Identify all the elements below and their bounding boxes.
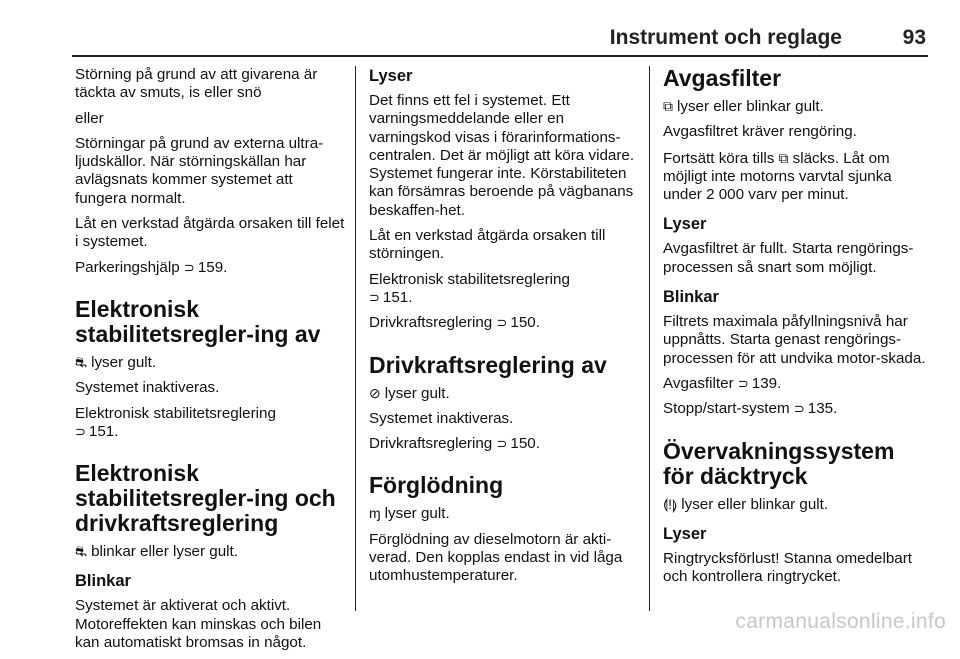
indicator-line xyxy=(369,504,637,523)
paragraph: Systemet inaktiveras. xyxy=(369,409,514,427)
reference-label: Elektronisk stabilitetsreglering xyxy=(75,404,276,422)
page-header-title: Instrument och reglage xyxy=(609,26,842,49)
column-1 xyxy=(75,66,345,659)
cross-reference[interactable] xyxy=(663,375,931,393)
indicator-text: blinkar eller lyser gult. xyxy=(91,543,238,561)
section-heading: Avgasfilter xyxy=(663,65,782,91)
glow-plug-icon: ɱ xyxy=(369,505,381,522)
indicator-text: lyser gult. xyxy=(384,384,450,402)
paragraph: Förglödning av dieselmotorn är akti-verad. Den kopplas endast in vid låga utomhustemperaturer. xyxy=(369,530,623,585)
section-heading: Övervakningssystem för däcktryck xyxy=(663,437,895,489)
reference-page: 135. xyxy=(807,400,838,418)
reference-label: Parkeringshjälp xyxy=(75,258,180,276)
subheading: Lyser xyxy=(369,67,413,85)
tire-pressure-icon: ⟬!⟭ xyxy=(663,495,678,512)
esc-traction-icon: ⛐ xyxy=(75,543,88,560)
paragraph: Ringtrycksförlust! Stanna omedelbart och kontrollera ringtrycket. xyxy=(663,549,913,586)
indicator-line xyxy=(369,384,637,403)
section-heading: Drivkraftsreglering av xyxy=(369,351,607,378)
xref-arrow-icon: ⊃ xyxy=(183,259,195,275)
reference-label: Drivkraftsreglering xyxy=(369,435,493,453)
indicator-line xyxy=(663,495,931,514)
paragraph: Avgasfiltret är fullt. Starta rengörings-processen så snart som möjligt. xyxy=(663,240,914,276)
xref-arrow-icon: ⊃ xyxy=(496,436,508,452)
paragraph-text: släcks. Låt om möjligt inte motorns varvtal sjunka under 2 000 varv per minut. xyxy=(663,149,892,204)
xref-arrow-icon: ⊃ xyxy=(75,423,86,439)
xref-arrow-icon: ⊃ xyxy=(737,375,749,391)
subheading: Blinkar xyxy=(75,572,131,591)
paragraph: Låt en verkstad åtgärda orsaken till störningen. xyxy=(369,227,606,263)
indicator-line xyxy=(663,97,931,116)
reference-page: 139. xyxy=(751,374,782,392)
cross-reference[interactable] xyxy=(75,259,345,277)
reference-page: 151. xyxy=(88,422,119,440)
paragraph: Störningar på grund av externa ultra-ljudskällor. När störningskällan har avlägsnats kommer systemet att fungera normalt. xyxy=(75,134,324,207)
indicator-line xyxy=(75,353,345,372)
section-heading: Elektronisk stabilitetsregler-ing och drivkraftsreglering xyxy=(75,460,336,537)
exhaust-filter-icon: ⧉ xyxy=(778,149,789,166)
indicator-text: lyser eller blinkar gult. xyxy=(681,495,829,513)
cross-reference[interactable] xyxy=(663,400,931,418)
column-3 xyxy=(663,66,931,593)
xref-arrow-icon: ⊃ xyxy=(793,401,805,417)
column-2 xyxy=(369,66,637,593)
indicator-line xyxy=(75,542,345,561)
reference-page: 150. xyxy=(510,314,540,332)
subheading: Blinkar xyxy=(663,288,719,307)
cross-reference[interactable] xyxy=(75,405,345,442)
cross-reference[interactable] xyxy=(369,435,637,453)
reference-label: Elektronisk stabilitetsreglering xyxy=(369,270,570,288)
cross-reference[interactable] xyxy=(369,314,637,332)
xref-arrow-icon: ⊃ xyxy=(496,315,508,331)
paragraph: Låt en verkstad åtgärda orsaken till felet i systemet. xyxy=(75,215,345,251)
watermark: carmanualsonline.info xyxy=(735,610,946,633)
subheading: Lyser xyxy=(663,524,707,543)
paragraph: Systemet är aktiverat och aktivt. Motoreffekten kan minskas och bilen kan automatiskt bromsas in något. xyxy=(75,597,322,652)
paragraph: Avgasfiltret kräver rengöring. xyxy=(663,123,857,141)
reference-page: 159. xyxy=(197,258,228,276)
paragraph-text: Fortsätt köra tills xyxy=(663,149,775,167)
reference-label: Stopp/start-system xyxy=(663,400,790,418)
page-number: 93 xyxy=(902,26,926,49)
paragraph: Systemet inaktiveras. xyxy=(75,379,220,397)
reference-label: Drivkraftsreglering xyxy=(369,314,493,332)
indicator-text: lyser eller blinkar gult. xyxy=(677,98,824,115)
indicator-text: lyser gult. xyxy=(384,505,450,523)
section-heading: Elektronisk stabilitetsregler-ing av xyxy=(75,295,321,347)
header-divider xyxy=(72,55,928,57)
paragraph: eller xyxy=(75,109,104,127)
exhaust-filter-icon: ⧉ xyxy=(663,98,673,114)
cross-reference[interactable] xyxy=(369,271,637,308)
traction-off-icon: ⊘ xyxy=(369,384,381,401)
reference-page: 150. xyxy=(510,435,540,453)
xref-arrow-icon: ⊃ xyxy=(369,289,380,305)
reference-page: 151. xyxy=(382,288,413,306)
column-divider-1 xyxy=(355,66,356,611)
section-heading: Förglödning xyxy=(369,472,504,499)
paragraph xyxy=(663,149,931,205)
subheading: Lyser xyxy=(663,215,707,234)
reference-label: Avgasfilter xyxy=(663,374,734,392)
paragraph: Filtrets maximala påfyllningsnivå har uppnåtts. Starta genast rengörings-processen för att undvika motor-skada. xyxy=(663,313,926,367)
esc-off-icon: ⛐ xyxy=(75,353,88,370)
indicator-text: lyser gult. xyxy=(91,353,157,371)
paragraph: Störning på grund av att givarena är täckta av smuts, is eller snö xyxy=(75,66,318,102)
column-divider-2 xyxy=(649,66,650,611)
paragraph: Det finns ett fel i systemet. Ett varningsmeddelande eller en varningskod visas i förarinformations-centralen. Det är möjligt att köra vidare. Systemet fungerar inte. Körstabiliteten kan försämras beroende på vägbanans beskaffen-het. xyxy=(369,92,635,219)
